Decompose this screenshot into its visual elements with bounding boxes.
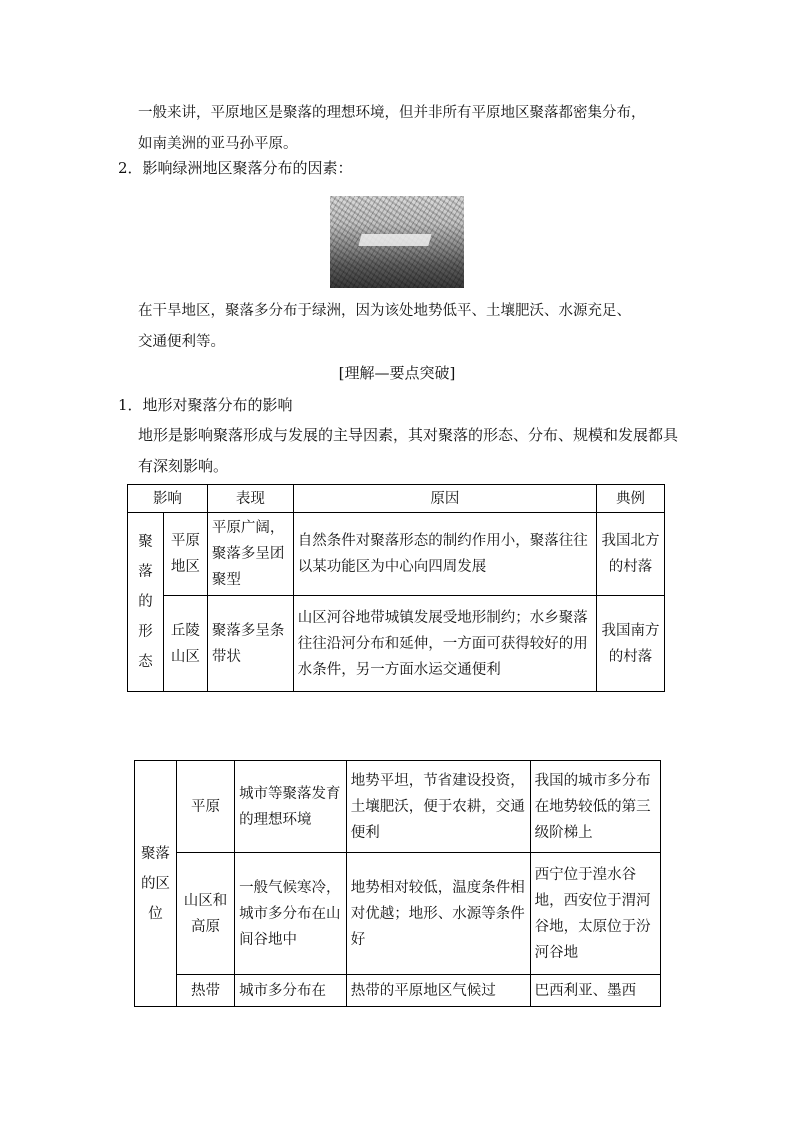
table-row	[135, 853, 661, 975]
header-reason: 原因	[293, 485, 596, 513]
example-cell: 巴西利亚、墨西	[530, 975, 660, 1007]
section-title: [理解—要点突破]	[338, 364, 456, 382]
point1-paragraph: 地形是影响聚落形成与发展的主导因素，其对聚落的形态、分布、规模和发展都具有深刻影响。	[138, 426, 679, 475]
group-label: 聚落的区位	[135, 761, 177, 1007]
header-example: 典例	[597, 485, 665, 513]
oasis-line-1: 在干旱地区，聚落多分布于绿洲，因为该处地势低平、土壤肥沃、水源充足、	[138, 303, 631, 319]
intro-line-2: 如南美洲的亚马孙平原。	[138, 136, 298, 152]
intro-paragraph	[118, 98, 698, 160]
example-cell: 西宁位于湟水谷地，西安位于渭河谷地，太原位于汾河谷地	[530, 853, 660, 975]
feature-cell: 一般气候寒冷，城市多分布在山间谷地中	[235, 853, 347, 975]
intro-line-1: 一般来讲，平原地区是聚落的理想环境，但并非所有平原地区聚落都密集分布，	[138, 105, 646, 121]
terrain-cell: 平原	[176, 761, 234, 853]
table-row	[135, 761, 661, 853]
reason-cell: 山区河谷地带城镇发展受地形制约；水乡聚落往往沿河分布和延伸，一方面可获得较好的用水条件，另一方面水运交通便利	[293, 596, 596, 692]
feature-cell: 城市多分布在	[235, 975, 347, 1007]
terrain-cell: 山区和高原	[176, 853, 234, 975]
oasis-line-2: 交通便利等。	[138, 334, 225, 350]
terrain-cell: 热带	[176, 975, 234, 1007]
point1-heading: 1．地形对聚落分布的影响	[118, 396, 293, 414]
table-row	[128, 596, 665, 692]
header-influence: 影响	[128, 485, 208, 513]
example-cell: 我国南方的村落	[597, 596, 665, 692]
feature-cell: 城市等聚落发育的理想环境	[235, 761, 347, 853]
settlement-location-table	[134, 760, 661, 1007]
oasis-paragraph	[118, 296, 698, 358]
reason-cell: 自然条件对聚落形态的制约作用小，聚落往往以某功能区为中心向四周发展	[293, 513, 596, 596]
feature-cell: 平原广阔，聚落多呈团聚型	[207, 513, 293, 596]
reason-cell: 热带的平原地区气候过	[346, 975, 530, 1007]
section2-heading: 2．影响绿洲地区聚落分布的因素：	[118, 159, 353, 177]
group-label: 聚落的形态	[128, 513, 164, 692]
reason-cell: 地势平坦，节省建设投资，土壤肥沃，便于农耕，交通便利	[346, 761, 530, 853]
header-feature: 表现	[207, 485, 293, 513]
table-header-row	[128, 485, 665, 513]
reason-cell: 地势相对较低，温度条件相对优越；地形、水源等条件好	[346, 853, 530, 975]
terrain-cell: 丘陵山区	[163, 596, 207, 692]
terrain-cell: 平原地区	[163, 513, 207, 596]
settlement-form-table	[127, 484, 665, 692]
example-cell: 我国北方的村落	[597, 513, 665, 596]
example-cell: 我国的城市多分布在地势较低的第三级阶梯上	[530, 761, 660, 853]
table-row	[135, 975, 661, 1007]
oasis-photo	[330, 196, 464, 288]
table-row	[128, 513, 665, 596]
feature-cell: 聚落多呈条带状	[207, 596, 293, 692]
